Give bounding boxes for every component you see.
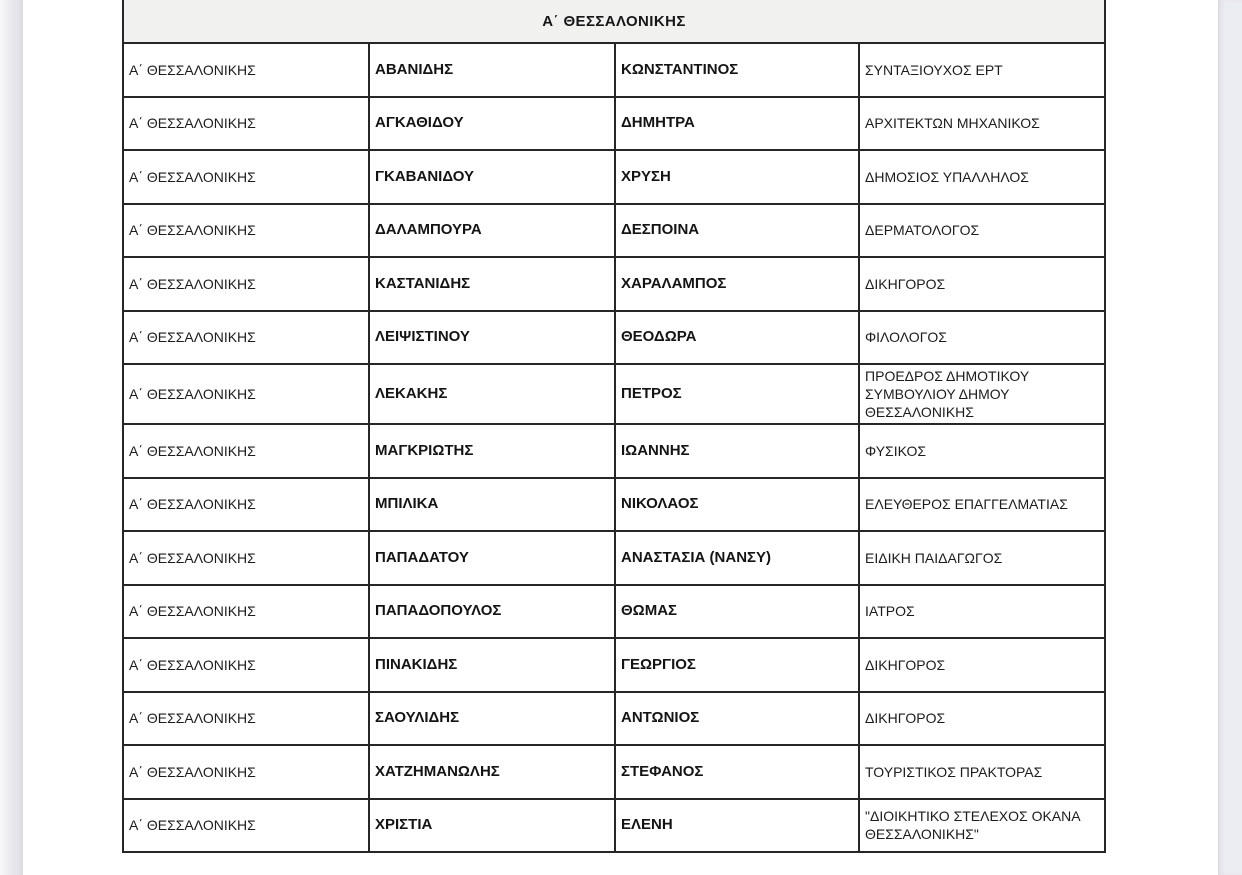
cell-firstname: ΑΝΤΩΝΙΟΣ <box>615 692 859 746</box>
cell-surname: ΜΑΓΚΡΙΩΤΗΣ <box>369 424 615 478</box>
table-row <box>123 638 1105 692</box>
table-row <box>123 424 1105 478</box>
cell-firstname: ΓΕΩΡΓΙΟΣ <box>615 638 859 692</box>
cell-district: Α΄ ΘΕΣΣΑΛΟΝΙΚΗΣ <box>123 43 369 97</box>
cell-surname: ΓΚΑΒΑΝΙΔΟΥ <box>369 150 615 204</box>
cell-district: Α΄ ΘΕΣΣΑΛΟΝΙΚΗΣ <box>123 638 369 692</box>
table-row <box>123 43 1105 97</box>
table-row <box>123 745 1105 799</box>
document-page <box>23 0 1218 875</box>
cell-profession: "ΔΙΟΙΚΗΤΙΚΟ ΣΤΕΛΕΧΟΣ ΟΚΑΝΑ ΘΕΣΣΑΛΟΝΙΚΗΣ" <box>859 799 1105 853</box>
cell-surname: ΧΑΤΖΗΜΑΝΩΛΗΣ <box>369 745 615 799</box>
cell-surname: ΠΙΝΑΚΙΔΗΣ <box>369 638 615 692</box>
cell-firstname: ΣΤΕΦΑΝΟΣ <box>615 745 859 799</box>
cell-profession: ΕΙΔΙΚΗ ΠΑΙΔΑΓΩΓΟΣ <box>859 531 1105 585</box>
cell-firstname: ΝΙΚΟΛΑΟΣ <box>615 478 859 532</box>
table-row <box>123 364 1105 424</box>
cell-surname: ΣΑΟΥΛΙΔΗΣ <box>369 692 615 746</box>
cell-surname: ΔΑΛΑΜΠΟΥΡΑ <box>369 204 615 258</box>
cell-district: Α΄ ΘΕΣΣΑΛΟΝΙΚΗΣ <box>123 478 369 532</box>
cell-district: Α΄ ΘΕΣΣΑΛΟΝΙΚΗΣ <box>123 531 369 585</box>
cell-district: Α΄ ΘΕΣΣΑΛΟΝΙΚΗΣ <box>123 745 369 799</box>
table-row <box>123 204 1105 258</box>
cell-district: Α΄ ΘΕΣΣΑΛΟΝΙΚΗΣ <box>123 150 369 204</box>
cell-district: Α΄ ΘΕΣΣΑΛΟΝΙΚΗΣ <box>123 692 369 746</box>
table-row <box>123 585 1105 639</box>
cell-profession: ΔΙΚΗΓΟΡΟΣ <box>859 692 1105 746</box>
cell-district: Α΄ ΘΕΣΣΑΛΟΝΙΚΗΣ <box>123 799 369 853</box>
candidates-table <box>122 0 1106 853</box>
cell-firstname: ΔΗΜΗΤΡΑ <box>615 97 859 151</box>
cell-profession: ΦΥΣΙΚΟΣ <box>859 424 1105 478</box>
cell-firstname: ΕΛΕΝΗ <box>615 799 859 853</box>
cell-surname: ΛΕΚΑΚΗΣ <box>369 364 615 424</box>
cell-profession: ΔΗΜΟΣΙΟΣ ΥΠΑΛΛΗΛΟΣ <box>859 150 1105 204</box>
cell-firstname: ΘΩΜΑΣ <box>615 585 859 639</box>
cell-firstname: ΙΩΑΝΝΗΣ <box>615 424 859 478</box>
viewer-right-gutter <box>1218 0 1242 875</box>
cell-district: Α΄ ΘΕΣΣΑΛΟΝΙΚΗΣ <box>123 204 369 258</box>
cell-surname: ΜΠΙΛΙΚΑ <box>369 478 615 532</box>
cell-profession: ΑΡΧΙΤΕΚΤΩΝ ΜΗΧΑΝΙΚΟΣ <box>859 97 1105 151</box>
cell-district: Α΄ ΘΕΣΣΑΛΟΝΙΚΗΣ <box>123 257 369 311</box>
cell-surname: ΑΓΚΑΘΙΔΟΥ <box>369 97 615 151</box>
cell-surname: ΠΑΠΑΔΟΠΟΥΛΟΣ <box>369 585 615 639</box>
table-row <box>123 150 1105 204</box>
page-left-edge-shadow <box>0 0 23 875</box>
cell-surname: ΑΒΑΝΙΔΗΣ <box>369 43 615 97</box>
table-row <box>123 531 1105 585</box>
group-header-row <box>123 0 1105 43</box>
group-header-title: Α΄ ΘΕΣΣΑΛΟΝΙΚΗΣ <box>123 0 1105 43</box>
table-row <box>123 799 1105 853</box>
table-row <box>123 478 1105 532</box>
cell-profession: ΙΑΤΡΟΣ <box>859 585 1105 639</box>
table-row <box>123 97 1105 151</box>
cell-district: Α΄ ΘΕΣΣΑΛΟΝΙΚΗΣ <box>123 97 369 151</box>
cell-firstname: ΔΕΣΠΟΙΝΑ <box>615 204 859 258</box>
cell-firstname: ΚΩΝΣΤΑΝΤΙΝΟΣ <box>615 43 859 97</box>
cell-district: Α΄ ΘΕΣΣΑΛΟΝΙΚΗΣ <box>123 311 369 365</box>
cell-profession: ΦΙΛΟΛΟΓΟΣ <box>859 311 1105 365</box>
cell-district: Α΄ ΘΕΣΣΑΛΟΝΙΚΗΣ <box>123 364 369 424</box>
cell-surname: ΧΡΙΣΤΙΑ <box>369 799 615 853</box>
table-row <box>123 257 1105 311</box>
table-row <box>123 311 1105 365</box>
cell-firstname: ΠΕΤΡΟΣ <box>615 364 859 424</box>
cell-profession: ΔΕΡΜΑΤΟΛΟΓΟΣ <box>859 204 1105 258</box>
cell-profession: ΣΥΝΤΑΞΙΟΥΧΟΣ ΕΡΤ <box>859 43 1105 97</box>
cell-profession: ΔΙΚΗΓΟΡΟΣ <box>859 638 1105 692</box>
table-body <box>123 43 1105 852</box>
cell-surname: ΠΑΠΑΔΑΤΟΥ <box>369 531 615 585</box>
cell-profession: ΕΛΕΥΘΕΡΟΣ ΕΠΑΓΓΕΛΜΑΤΙΑΣ <box>859 478 1105 532</box>
cell-firstname: ΧΡΥΣΗ <box>615 150 859 204</box>
cell-surname: ΛΕΙΨΙΣΤΙΝΟΥ <box>369 311 615 365</box>
cell-profession: ΤΟΥΡΙΣΤΙΚΟΣ ΠΡΑΚΤΟΡΑΣ <box>859 745 1105 799</box>
table-row <box>123 692 1105 746</box>
cell-profession: ΠΡΟΕΔΡΟΣ ΔΗΜΟΤΙΚΟΥ ΣΥΜΒΟΥΛΙΟΥ ΔΗΜΟΥ ΘΕΣΣΑΛΟΝΙΚΗΣ <box>859 364 1105 424</box>
cell-district: Α΄ ΘΕΣΣΑΛΟΝΙΚΗΣ <box>123 585 369 639</box>
cell-surname: ΚΑΣΤΑΝΙΔΗΣ <box>369 257 615 311</box>
cell-firstname: ΑΝΑΣΤΑΣΙΑ (ΝΑΝΣΥ) <box>615 531 859 585</box>
cell-profession: ΔΙΚΗΓΟΡΟΣ <box>859 257 1105 311</box>
cell-firstname: ΘΕΟΔΩΡΑ <box>615 311 859 365</box>
cell-district: Α΄ ΘΕΣΣΑΛΟΝΙΚΗΣ <box>123 424 369 478</box>
cell-firstname: ΧΑΡΑΛΑΜΠΟΣ <box>615 257 859 311</box>
